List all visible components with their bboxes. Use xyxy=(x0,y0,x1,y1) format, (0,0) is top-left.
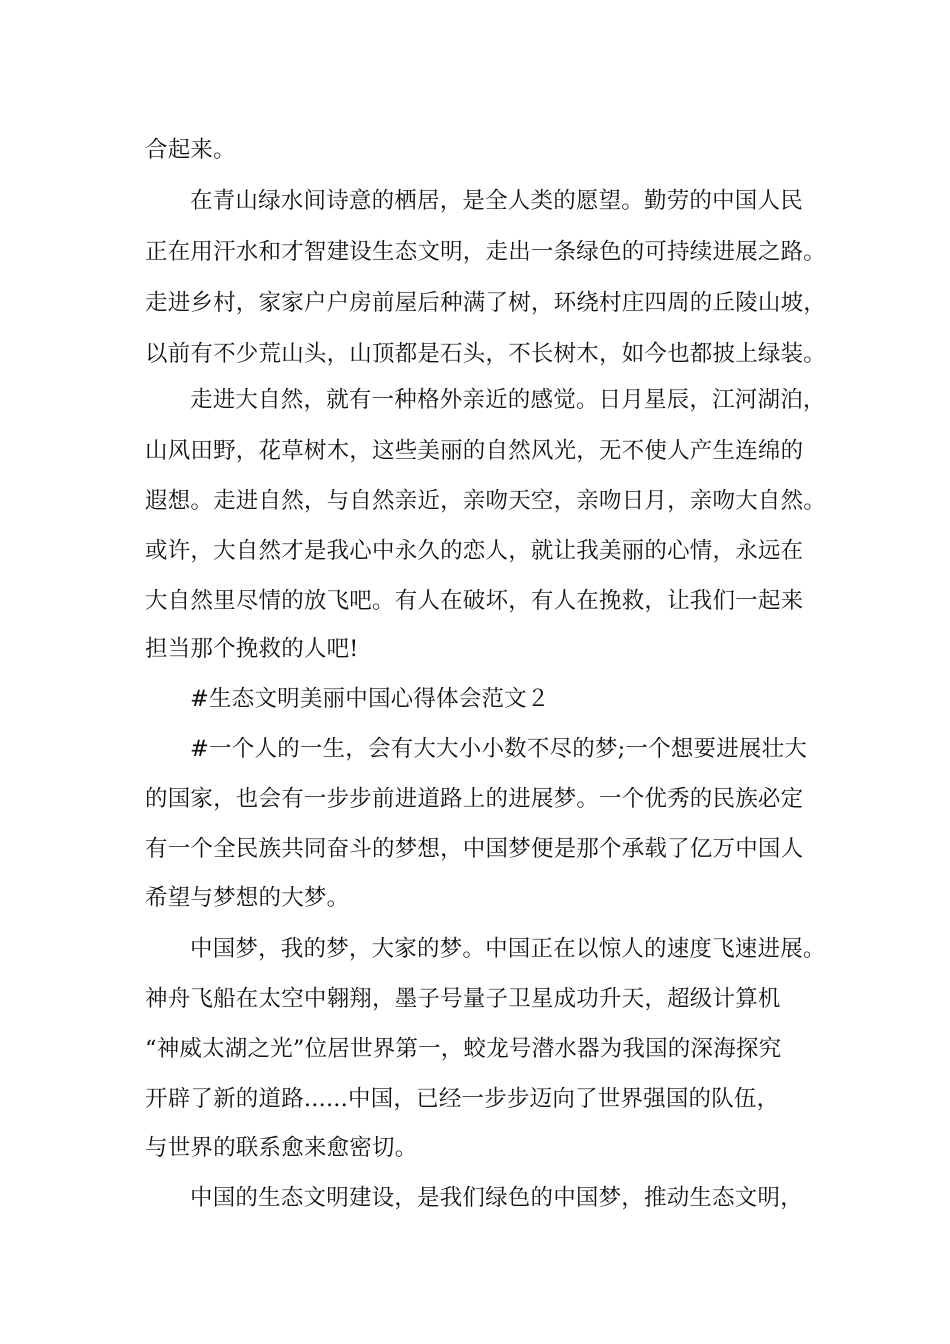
text-line: 正在用汗水和才智建设生态文明，走出一条绿色的可持续进展之路。 xyxy=(145,239,827,265)
text-line: 山风田野，花草树木，这些美丽的自然风光，无不使人产生连绵的 xyxy=(145,438,804,464)
paragraph-first-line: 在青山绿水间诗意的栖居，是全人类的愿望。勤劳的中国人民 xyxy=(190,188,803,214)
text-line: 有一个全民族共同奋斗的梦想，中国梦便是那个承载了亿万中国人 xyxy=(145,836,804,862)
text-line: 或许，大自然才是我心中永久的恋人，就让我美丽的心情，永远在 xyxy=(145,538,804,564)
text-line: 遐想。走进自然，与自然亲近，亲吻天空，亲吻日月，亲吻大自然。 xyxy=(145,488,827,514)
text-line: 合起来。 xyxy=(145,137,236,163)
text-line: 开辟了新的道路......中国，已经一步步迈向了世界强国的队伍， xyxy=(145,1086,780,1112)
section-heading: #生态文明美丽中国心得体会范文２ xyxy=(190,686,550,712)
paragraph-first-line: 走进大自然，就有一种格外亲近的感觉。日月星辰，江河湖泊， xyxy=(190,387,826,413)
paragraph-first-line: #一个人的一生，会有大大小小数不尽的梦;一个想要进展壮大 xyxy=(190,736,808,762)
paragraph-first-line: 中国梦，我的梦，大家的梦。中国正在以惊人的速度飞速进展。 xyxy=(190,936,826,962)
text-line: 的国家，也会有一步步前进道路上的进展梦。一个优秀的民族必定 xyxy=(145,786,804,812)
text-line: 希望与梦想的大梦。 xyxy=(145,885,350,911)
text-line: 与世界的联系愈来愈密切。 xyxy=(145,1135,418,1161)
text-line: 以前有不少荒山头，山顶都是石头，不长树木，如今也都披上绿装。 xyxy=(145,341,827,367)
text-line: 担当那个挽救的人吧! xyxy=(145,636,359,662)
text-line: 神舟飞船在太空中翱翔，墨子号量子卫星成功升天，超级计算机 xyxy=(145,986,781,1012)
text-line: “神威太湖之光”位居世界第一，蛟龙号潜水器为我国的深海探究 xyxy=(145,1036,782,1062)
text-line: 走进乡村，家家户户房前屋后种满了树，环绕村庄四周的丘陵山坡， xyxy=(145,290,827,316)
text-line: 大自然里尽情的放飞吧。有人在破坏，有人在挽救，让我们一起来 xyxy=(145,588,804,614)
paragraph-first-line: 中国的生态文明建设，是我们绿色的中国梦，推动生态文明， xyxy=(190,1185,803,1211)
